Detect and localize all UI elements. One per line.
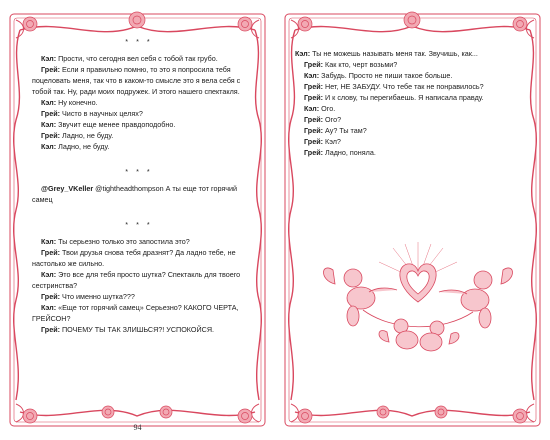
page-number: 94 [133, 423, 142, 432]
message-line: Кэл: Ты серьезно только это запостила это? [41, 237, 190, 246]
message-line: Грей: Ого? [304, 115, 342, 124]
tweet-text: @tightheadthompson А ты еще тот горячий самец [32, 184, 238, 204]
cherubs-heart-illustration [313, 240, 523, 355]
message-line: Грей: Твои друзья снова тебя дразнят? Да ладно тебе, не настолько же сильно. [32, 248, 236, 268]
message-line: Кэл: Ты не можешь называть меня так. Звучишь, как... [295, 49, 478, 58]
message-line: Грей: ПОЧЕМУ ТЫ ТАК ЗЛИШЬСЯ?! УСПОКОЙСЯ. [41, 325, 215, 334]
message-line: Кэл: Ого. [304, 104, 336, 113]
message-line: Грей: Что именно шутка??? [41, 292, 135, 301]
message-line: Грей: Если я правильно помню, то это я попросила тебя поцеловать меня, так что в каком-то смысле это я вела себя с тобой так. Ну, ради моих подружек. И этого нашего спектакля. [32, 65, 241, 96]
message-line: Кэл: Ладно, не буду. [41, 142, 110, 151]
message-line: Кэл: «Еще тот горячий самец» Серьезно? КАКОГО ЧЕРТА, ГРЕЙСОН? [32, 303, 239, 323]
message-line: Кэл: Забудь. Просто не пиши такое больше. [304, 71, 453, 80]
message-line: Грей: Чисто в научных целях? [41, 109, 143, 118]
message-line: Кэл: Это все для тебя просто шутка? Спектакль для твоего сестринства? [32, 270, 241, 290]
message-line: Грей: Ладно, поняла. [304, 148, 376, 157]
message-line: Кэл: Звучит еще менее правдоподобно. [41, 120, 176, 129]
right-text-column [295, 48, 513, 158]
right-page [275, 0, 550, 440]
separator: * * * [125, 220, 153, 229]
message-line: Грей: Ау? Ты там? [304, 126, 367, 135]
message-line: Грей: Нет, НЕ ЗАБУДУ. Что тебе так не понравилось? [304, 82, 484, 91]
message-line: Кэл: Прости, что сегодня вел себя с тобой так грубо. [41, 54, 218, 63]
tweet-handle: @Grey_VKeller [41, 184, 94, 193]
message-line: Грей: И к слову, ты перегибаешь. Я написала правду. [304, 93, 484, 102]
left-text-column [32, 36, 246, 335]
message-line: Кэл: Ну конечно. [41, 98, 98, 107]
message-line: Грей: Ладно, не буду. [41, 131, 114, 140]
message-line: Грей: Кэл? [304, 137, 341, 146]
message-line: Грей: Как кто, черт возьми? [304, 60, 398, 69]
separator: * * * [125, 167, 153, 176]
tweet [32, 183, 246, 205]
separator: * * * [125, 37, 153, 46]
